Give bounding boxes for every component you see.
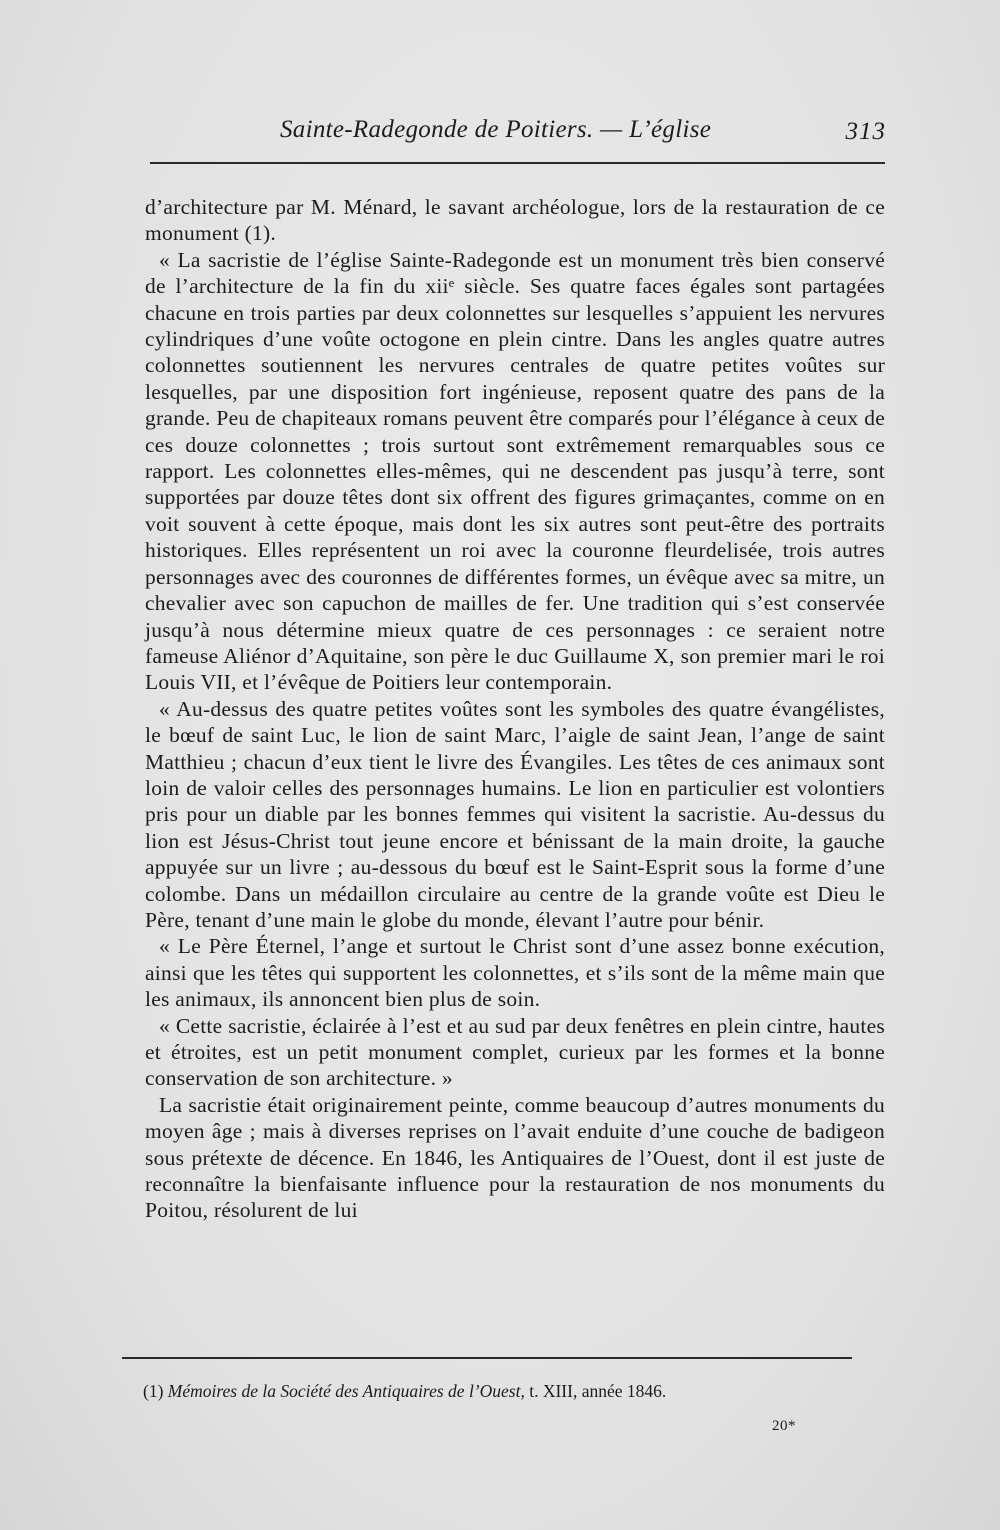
paragraph: « Au-dessus des quatre petites voûtes sont les symboles des quatre évangélistes, le bœuf de saint Luc, le lion de saint Marc, l’aigle de saint Jean, l’ange de saint Matthieu ; chacun d’eux tient le livre des Évangiles. Les têtes de ces animaux sont loin de valoir celles des personnages humains. Le lion en particulier est volontiers pris pour un diable par les bonnes femmes qui visitent la sacristie. Au-dessus du lion est Jésus-Christ tout jeune encore et bénissant de la main droite, la gauche appuyée sur un livre ; au-dessous du bœuf est le Saint-Esprit sous la forme d’une colombe. Dans un médaillon circulaire au centre de la grande voûte est Dieu le Père, tenant d’une main le globe du monde, élevant l’autre pour bénir.: [145, 696, 885, 932]
main-text: [145, 194, 885, 1224]
footnote-marker: (1): [143, 1381, 164, 1401]
signature-mark: 20*: [772, 1418, 796, 1434]
footnote: [143, 1380, 863, 1402]
paragraph: « La sacristie de l’église Sainte-Radegonde est un monument très bien conservé de l’architecture de la fin du xiiᵉ siècle. Ses quatre faces égales sont partagées chacune en trois parties par deux colonnettes sur lesquelles s’appuient les nervures cylindriques d’une voûte octogone en plein cintre. Dans les angles quatre autres colonnettes soutiennent les nervures centrales de quatre petites voûtes sur lesquelles, par une disposition fort ingénieuse, reposent quatre des pans de la grande. Peu de chapiteaux romans peuvent être comparés pour l’élégance à ceux de ces douze colonnettes ; trois surtout sont extrêmement remarquables sous ce rapport. Les colonnettes elles-mêmes, qui ne descendent pas jusqu’à terre, sont supportées par douze têtes dont six offrent des figures grimaçantes, comme on en voit souvent à cette époque, mais dont les six autres sont peut-être des portraits historiques. Elles représentent un roi avec la couronne fleurdelisée, trois autres personnages avec des couronnes de différentes formes, un évêque avec sa mitre, un chevalier avec son capuchon de mailles de fer. Une tradition qui s’est conservée jusqu’à nous détermine mieux quatre de ces personnages : ce seraient notre fameuse Aliénor d’Aquitaine, son père le duc Guillaume X, son premier mari le roi Louis VII, et l’évêque de Poitiers leur contemporain.: [145, 247, 885, 695]
running-head: [150, 112, 890, 160]
footnote-source: Mémoires de la Société des Antiquaires de l’Ouest,: [167, 1381, 525, 1401]
paragraph: « Le Père Éternel, l’ange et surtout le Christ sont d’une assez bonne exécution, ainsi que les têtes qui supportent les colonnettes, et s’ils sont de la même main que les animaux, ils annoncent bien plus de soin.: [145, 934, 885, 1012]
paragraph: « Cette sacristie, éclairée à l’est et au sud par deux fenêtres en plein cintre, hautes et étroites, est un petit monument complet, curieux par les formes et la bonne conservation de son architecture. »: [145, 1013, 885, 1091]
running-title: Sainte-Radegonde de Poitiers. — L’église: [280, 116, 712, 143]
footnote-details: t. XIII, année 1846.: [529, 1381, 667, 1401]
paragraph: La sacristie était originairement peinte, comme beaucoup d’autres monuments du moyen âge ; mais à diverses reprises on l’avait enduite d’une couche de badigeon sous prétexte de décence. En 1846, les Antiquaires de l’Ouest, dont il est juste de reconnaître la bienfaisante influence pour la restauration de nos monuments du Poitou, résolurent de lui: [145, 1092, 885, 1223]
paragraph: d’architecture par M. Ménard, le savant archéologue, lors de la restauration de ce monument (1).: [145, 195, 885, 246]
header-rule: [150, 162, 885, 164]
footnote-rule: [122, 1357, 852, 1359]
page-number: 313: [845, 118, 886, 145]
